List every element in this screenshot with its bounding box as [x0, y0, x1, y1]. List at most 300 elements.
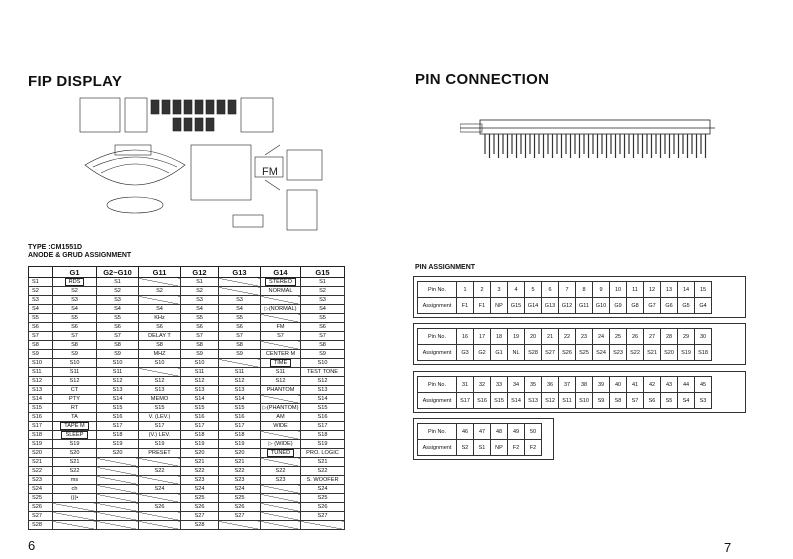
grid-cell — [97, 467, 139, 476]
grid-cell: (V.) LEV. — [139, 431, 181, 440]
grid-cell: S12 — [181, 377, 219, 386]
grid-cell: S28 — [181, 521, 219, 530]
pin-number-cell: 12 — [644, 282, 661, 298]
grid-cell: S10 — [301, 359, 345, 368]
grid-cell — [261, 503, 301, 512]
grid-cell — [261, 314, 301, 323]
grid-row — [29, 512, 345, 521]
grid-header-7: G15 — [301, 267, 345, 278]
pin-number-cell: 8 — [576, 282, 593, 298]
grid-cell: S11 — [53, 368, 97, 377]
grid-cell: TA — [53, 413, 97, 422]
pin-number-cell: 19 — [508, 329, 525, 345]
grid-cell — [261, 512, 301, 521]
grid-header-6: G14 — [261, 267, 301, 278]
assignment-cell: S16 — [474, 393, 491, 409]
grid-cell: S23 — [181, 476, 219, 485]
grid-cell: S10 — [139, 359, 181, 368]
grid-cell: MHZ — [139, 350, 181, 359]
grid-cell: S10 — [29, 359, 53, 368]
grid-cell: S20 — [219, 449, 261, 458]
grid-cell: S9 — [301, 350, 345, 359]
grid-cell: RT — [53, 404, 97, 413]
grid-cell: S17 — [301, 422, 345, 431]
pin-table — [417, 281, 712, 314]
grid-cell: S15 — [29, 404, 53, 413]
pin-number-cell: 2 — [474, 282, 491, 298]
pin-assignment-title: PIN ASSIGNMENT — [415, 264, 476, 271]
grid-cell: S26 — [139, 503, 181, 512]
grid-cell: S22 — [181, 467, 219, 476]
grid-cell: S14 — [29, 395, 53, 404]
grid-cell: S5 — [219, 314, 261, 323]
grid-row — [29, 314, 345, 323]
grid-cell — [139, 512, 181, 521]
grid-cell: S28 — [29, 521, 53, 530]
grid-cell: S21 — [301, 458, 345, 467]
pin-number-cell: 28 — [661, 329, 678, 345]
grid-header-3: G11 — [139, 267, 181, 278]
grid-cell: S19 — [219, 440, 261, 449]
grid-cell: S2 — [97, 287, 139, 296]
assignment-cell: S4 — [678, 393, 695, 409]
pin-number-cell: 10 — [610, 282, 627, 298]
grid-cell: S15 — [181, 404, 219, 413]
grid-cell: S5 — [181, 314, 219, 323]
assignment-cell: G11 — [576, 298, 593, 314]
assignment-label: Assignment — [418, 393, 457, 409]
grid-row — [29, 368, 345, 377]
grid-cell — [139, 476, 181, 485]
assignment-cell: S2 — [457, 440, 474, 456]
grid-cell: S17 — [219, 422, 261, 431]
grid-row — [29, 485, 345, 494]
grid-cell: S21 — [181, 458, 219, 467]
grid-cell — [97, 521, 139, 530]
assignment-cell: S10 — [576, 393, 593, 409]
grid-cell: S25 — [301, 494, 345, 503]
grid-cell: S5 — [97, 314, 139, 323]
grid-cell: S7 — [219, 332, 261, 341]
grid-row — [29, 503, 345, 512]
grid-cell: S18 — [97, 431, 139, 440]
grid-cell: S14 — [301, 395, 345, 404]
grid-cell: S7 — [181, 332, 219, 341]
pin-number-cell: 17 — [474, 329, 491, 345]
grid-cell: CENTER M — [261, 350, 301, 359]
grid-cell — [97, 458, 139, 467]
pin-number-cell: 39 — [593, 377, 610, 393]
grid-cell: S13 — [301, 386, 345, 395]
grid-row — [29, 467, 345, 476]
pin-table — [417, 328, 712, 361]
grid-row — [29, 440, 345, 449]
assignment-cell: NL — [508, 345, 525, 361]
grid-cell: S27 — [29, 512, 53, 521]
grid-cell: S6 — [181, 323, 219, 332]
assignment-cell: S17 — [457, 393, 474, 409]
anode-grid-table — [28, 266, 345, 530]
pin-number-cell: 9 — [593, 282, 610, 298]
grid-cell: S26 — [219, 503, 261, 512]
assignment-cell: S12 — [542, 393, 559, 409]
pin-number-cell: 21 — [542, 329, 559, 345]
grid-cell: S19 — [29, 440, 53, 449]
grid-cell: S6 — [139, 323, 181, 332]
grid-cell: S11 — [261, 368, 301, 377]
grid-cell: S26 — [181, 503, 219, 512]
grid-cell: S23 — [29, 476, 53, 485]
grid-cell: S8 — [139, 341, 181, 350]
grid-cell: PRESET — [139, 449, 181, 458]
grid-row — [29, 458, 345, 467]
grid-cell: S2 — [139, 287, 181, 296]
assignment-cell: S11 — [559, 393, 576, 409]
pin-number-cell: 14 — [678, 282, 695, 298]
grid-cell: S15 — [301, 404, 345, 413]
grid-cell — [139, 296, 181, 305]
grid-cell: PHANTOM — [261, 386, 301, 395]
pin-no-label: Pin No. — [418, 329, 457, 345]
grid-cell: S12 — [301, 377, 345, 386]
grid-cell: S14 — [97, 395, 139, 404]
grid-cell: WIDE — [261, 422, 301, 431]
grid-row — [29, 395, 345, 404]
assignment-cell: S21 — [644, 345, 661, 361]
grid-cell: S19 — [181, 440, 219, 449]
grid-cell: S16 — [29, 413, 53, 422]
grid-cell: S2 — [53, 287, 97, 296]
pin-number-cell: 41 — [627, 377, 644, 393]
grid-cell: FM — [261, 323, 301, 332]
assignment-cell: G12 — [559, 298, 576, 314]
grid-cell: S3 — [29, 296, 53, 305]
grid-cell: S24 — [301, 485, 345, 494]
pin-number-cell: 32 — [474, 377, 491, 393]
grid-cell: S7 — [29, 332, 53, 341]
grid-cell — [219, 287, 261, 296]
pin-number-cell: 18 — [491, 329, 508, 345]
grid-cell: S4 — [139, 305, 181, 314]
grid-cell: S3 — [53, 296, 97, 305]
grid-cell: ▷(PHANTOM) — [261, 404, 301, 413]
grid-cell: S9 — [29, 350, 53, 359]
assignment-label: Assignment — [418, 440, 457, 456]
assignment-cell: F2 — [525, 440, 542, 456]
grid-cell: S8 — [97, 341, 139, 350]
grid-cell: S4 — [53, 305, 97, 314]
grid-cell — [53, 521, 97, 530]
grid-cell: S5 — [53, 314, 97, 323]
grid-cell: V. (LEV.) — [139, 413, 181, 422]
grid-cell: S25 — [29, 494, 53, 503]
grid-cell — [139, 368, 181, 377]
pin-number-cell: 6 — [542, 282, 559, 298]
grid-cell: S6 — [219, 323, 261, 332]
grid-cell: S24 — [219, 485, 261, 494]
grid-header-5: G13 — [219, 267, 261, 278]
grid-row — [29, 377, 345, 386]
grid-cell: S14 — [181, 395, 219, 404]
grid-cell: S12 — [97, 377, 139, 386]
grid-cell: S15 — [139, 404, 181, 413]
grid-cell: S22 — [261, 467, 301, 476]
assignment-cell: G15 — [508, 298, 525, 314]
pin-table-frame — [413, 371, 746, 413]
assignment-cell: S18 — [695, 345, 712, 361]
grid-cell: S13 — [219, 386, 261, 395]
pin-connection-title: PIN CONNECTION — [415, 71, 550, 88]
grid-row — [29, 494, 345, 503]
pin-number-cell: 43 — [661, 377, 678, 393]
grid-cell: S20 — [181, 449, 219, 458]
grid-cell: S2 — [181, 287, 219, 296]
grid-cell: S6 — [29, 323, 53, 332]
grid-cell: S11 — [181, 368, 219, 377]
grid-cell: S12 — [219, 377, 261, 386]
grid-cell: S16 — [301, 413, 345, 422]
grid-cell: MEMO — [139, 395, 181, 404]
grid-cell: S6 — [53, 323, 97, 332]
grid-cell: S16 — [97, 413, 139, 422]
assignment-cell: S1 — [474, 440, 491, 456]
assignment-cell: G2 — [474, 345, 491, 361]
grid-cell: S22 — [139, 467, 181, 476]
grid-row — [29, 323, 345, 332]
pin-number-cell: 11 — [627, 282, 644, 298]
pin-number-cell: 29 — [678, 329, 695, 345]
grid-cell: ch — [53, 485, 97, 494]
grid-cell — [219, 359, 261, 368]
grid-cell: DELAY T — [139, 332, 181, 341]
grid-cell: S1 — [181, 278, 219, 287]
grid-cell: S9 — [53, 350, 97, 359]
grid-cell: AM — [261, 413, 301, 422]
grid-cell: S1 — [29, 278, 53, 287]
grid-cell: S23 — [219, 476, 261, 485]
grid-cell — [261, 395, 301, 404]
grid-row — [29, 386, 345, 395]
page-number-right: 7 — [724, 540, 732, 555]
grid-cell: S13 — [97, 386, 139, 395]
grid-cell — [53, 503, 97, 512]
grid-cell: S12 — [29, 377, 53, 386]
assignment-cell: S22 — [627, 345, 644, 361]
grid-cell — [97, 512, 139, 521]
grid-cell: S1 — [301, 278, 345, 287]
grid-cell: S12 — [261, 377, 301, 386]
grid-cell: S10 — [181, 359, 219, 368]
grid-cell: S4 — [29, 305, 53, 314]
pin-no-label: Pin No. — [418, 282, 457, 298]
grid-cell: S13 — [139, 386, 181, 395]
grid-header-2: G2~G10 — [97, 267, 139, 278]
pin-number-cell: 42 — [644, 377, 661, 393]
grid-cell — [261, 494, 301, 503]
grid-cell: S22 — [53, 467, 97, 476]
grid-cell: S27 — [181, 512, 219, 521]
grid-cell: S11 — [97, 368, 139, 377]
grid-cell: S27 — [219, 512, 261, 521]
pin-number-cell: 33 — [491, 377, 508, 393]
pin-number-cell: 47 — [474, 424, 491, 440]
fip-display-diagram — [75, 95, 345, 235]
grid-row — [29, 476, 345, 485]
grid-cell: NORMAL — [261, 287, 301, 296]
pin-number-cell: 20 — [525, 329, 542, 345]
grid-cell: S17 — [181, 422, 219, 431]
pin-number-cell: 38 — [576, 377, 593, 393]
grid-cell: S20 — [97, 449, 139, 458]
grid-row — [29, 449, 345, 458]
grid-cell: S19 — [139, 440, 181, 449]
grid-cell: S17 — [97, 422, 139, 431]
grid-row — [29, 404, 345, 413]
grid-cell: CT — [53, 386, 97, 395]
grid-cell: S15 — [97, 404, 139, 413]
grid-cell: S10 — [53, 359, 97, 368]
pin-number-cell: 25 — [610, 329, 627, 345]
pin-number-cell: 44 — [678, 377, 695, 393]
grid-cell — [139, 521, 181, 530]
grid-cell: S13 — [181, 386, 219, 395]
grid-cell: S18 — [301, 431, 345, 440]
grid-cell: S4 — [301, 305, 345, 314]
grid-cell: S11 — [29, 368, 53, 377]
assignment-cell: S27 — [542, 345, 559, 361]
grid-row — [29, 341, 345, 350]
grid-row — [29, 332, 345, 341]
grid-row — [29, 359, 345, 368]
grid-cell — [139, 494, 181, 503]
grid-cell: S12 — [139, 377, 181, 386]
pin-number-cell: 31 — [457, 377, 474, 393]
assignment-cell: S14 — [508, 393, 525, 409]
pin-number-cell: 1 — [457, 282, 474, 298]
grid-cell: S8 — [53, 341, 97, 350]
grid-cell: TUNED — [261, 449, 301, 458]
pin-number-cell: 3 — [491, 282, 508, 298]
grid-cell: S7 — [97, 332, 139, 341]
grid-cell: S9 — [219, 350, 261, 359]
grid-row — [29, 413, 345, 422]
assignment-cell: S8 — [610, 393, 627, 409]
assignment-cell: S15 — [491, 393, 508, 409]
assignment-cell: S26 — [559, 345, 576, 361]
pin-number-cell: 36 — [542, 377, 559, 393]
grid-cell: ▷ (WIDE) — [261, 440, 301, 449]
grid-cell: ▷(NORMAL) — [261, 305, 301, 314]
assignment-cell: S24 — [593, 345, 610, 361]
grid-cell — [261, 458, 301, 467]
assignment-cell: S28 — [525, 345, 542, 361]
grid-row — [29, 287, 345, 296]
assignment-cell: S20 — [661, 345, 678, 361]
assignment-cell: S6 — [644, 393, 661, 409]
grid-cell — [139, 278, 181, 287]
grid-cell: SLEEP — [53, 431, 97, 440]
grid-title: ANODE & GRUD ASSIGNMENT — [28, 252, 132, 259]
pin-table — [417, 376, 712, 409]
grid-cell: S5 — [301, 314, 345, 323]
grid-cell: S21 — [29, 458, 53, 467]
grid-header-4: G12 — [181, 267, 219, 278]
grid-cell: S22 — [29, 467, 53, 476]
assignment-cell: S25 — [576, 345, 593, 361]
assignment-cell: G3 — [457, 345, 474, 361]
grid-row — [29, 278, 345, 287]
grid-cell: S18 — [219, 431, 261, 440]
grid-cell: KHz — [139, 314, 181, 323]
pin-number-cell: 22 — [559, 329, 576, 345]
pin-number-cell: 50 — [525, 424, 542, 440]
assignment-cell: S9 — [593, 393, 610, 409]
page-number-left: 6 — [28, 538, 36, 553]
grid-row — [29, 422, 345, 431]
grid-cell: S7 — [261, 332, 301, 341]
grid-cell: S. WOOFER — [301, 476, 345, 485]
grid-cell: S26 — [29, 503, 53, 512]
grid-cell: TAPE M — [53, 422, 97, 431]
grid-cell — [53, 512, 97, 521]
grid-cell: S5 — [29, 314, 53, 323]
pin-table-frame — [413, 418, 554, 460]
grid-cell: S20 — [53, 449, 97, 458]
assignment-cell: F1 — [457, 298, 474, 314]
assignment-cell: G7 — [644, 298, 661, 314]
grid-cell: S16 — [181, 413, 219, 422]
pin-table — [417, 423, 542, 456]
grid-cell: S24 — [29, 485, 53, 494]
assignment-cell: G10 — [593, 298, 610, 314]
grid-cell — [261, 296, 301, 305]
grid-cell: S21 — [53, 458, 97, 467]
assignment-cell: S7 — [627, 393, 644, 409]
grid-cell: S3 — [181, 296, 219, 305]
grid-cell: ms — [53, 476, 97, 485]
grid-cell — [261, 431, 301, 440]
grid-cell: S11 — [219, 368, 261, 377]
pin-number-cell: 34 — [508, 377, 525, 393]
grid-cell: S10 — [97, 359, 139, 368]
grid-cell — [97, 503, 139, 512]
assignment-cell: G9 — [610, 298, 627, 314]
assignment-cell: F1 — [474, 298, 491, 314]
grid-cell: S16 — [219, 413, 261, 422]
assignment-cell: G6 — [661, 298, 678, 314]
grid-cell — [261, 485, 301, 494]
grid-cell: S25 — [181, 494, 219, 503]
grid-cell: S8 — [301, 341, 345, 350]
assignment-label: Assignment — [418, 298, 457, 314]
assignment-cell: F2 — [508, 440, 525, 456]
grid-header-1: G1 — [53, 267, 97, 278]
grid-cell — [261, 521, 301, 530]
pin-number-cell: 37 — [559, 377, 576, 393]
grid-row — [29, 296, 345, 305]
grid-cell: S19 — [53, 440, 97, 449]
pin-no-label: Pin No. — [418, 377, 457, 393]
grid-cell: S3 — [301, 296, 345, 305]
grid-row — [29, 431, 345, 440]
grid-cell: S15 — [219, 404, 261, 413]
grid-cell — [301, 521, 345, 530]
pin-number-cell: 23 — [576, 329, 593, 345]
pin-number-cell: 27 — [644, 329, 661, 345]
grid-cell: S6 — [97, 323, 139, 332]
grid-cell: S4 — [181, 305, 219, 314]
pin-number-cell: 7 — [559, 282, 576, 298]
